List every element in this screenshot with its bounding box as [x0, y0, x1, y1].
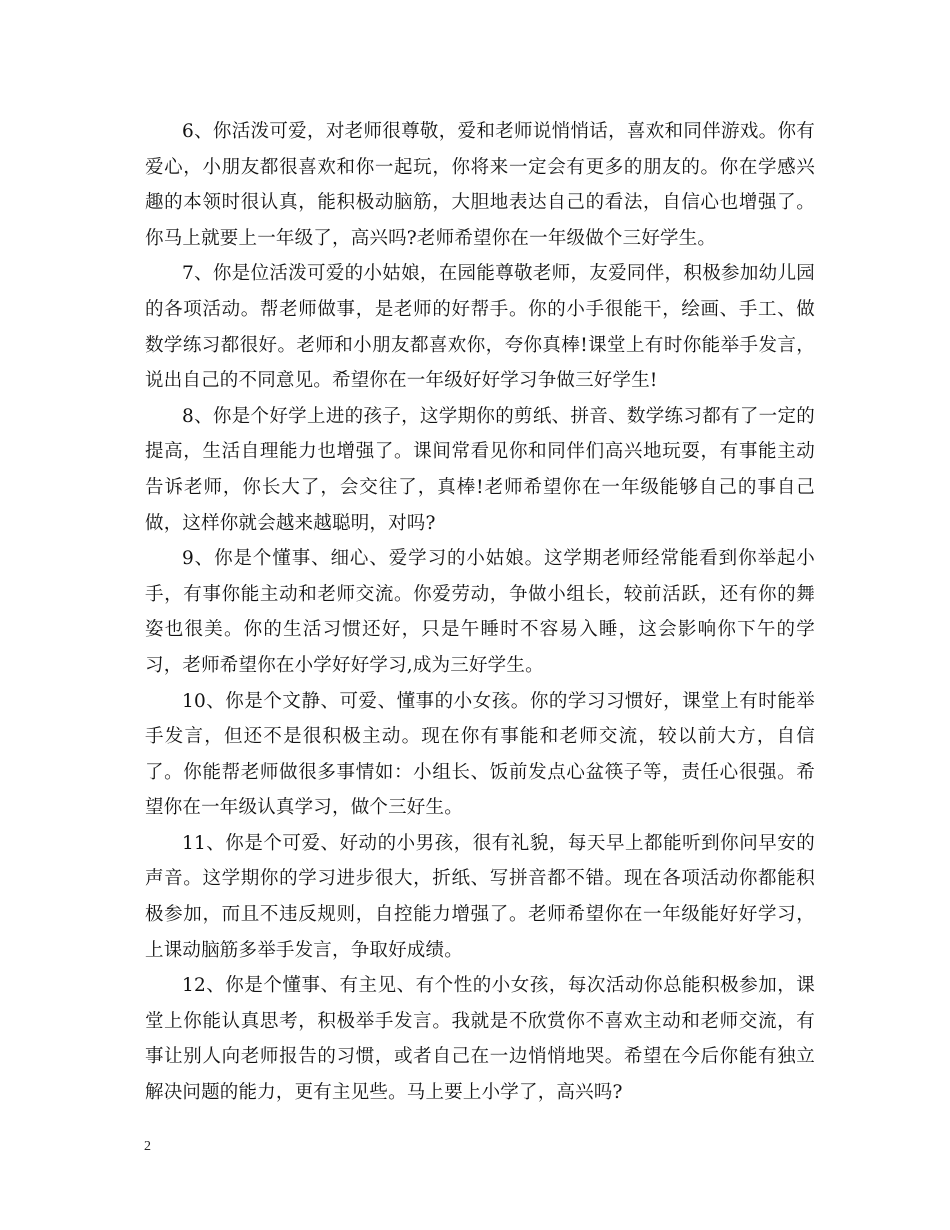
page-number: 2: [144, 1139, 151, 1154]
paragraph-7: 7、你是位活泼可爱的小姑娘，在园能尊敬老师，友爱同伴，积极参加幼儿园的各项活动。帮老师做事，是老师的好帮手。你的小手很能干，绘画、手工、做数学练习都很好。老师和小朋友都喜欢你，夸你真棒!课堂上有时你能举手发言，说出自己的不同意见。希望你在一年级好好学习争做三好学生!: [145, 263, 815, 392]
paragraph-6: 6、你活泼可爱，对老师很尊敬，爱和老师说悄悄话，喜欢和同伴游戏。你有爱心，小朋友都很喜欢和你一起玩，你将来一定会有更多的朋友的。你在学感兴趣的本领时很认真，能积极动脑筋，大胆地表达自己的看法，自信心也增强了。你马上就要上一年级了，高兴吗?老师希望你在一年级做个三好学生。: [145, 121, 815, 249]
document-body: [145, 114, 815, 1111]
paragraph-11: 11、你是个可爱、好动的小男孩，很有礼貌，每天早上都能听到你问早安的声音。这学期你的学习进步很大，折纸、写拼音都不错。现在各项活动你都能积极参加，而且不违反规则，自控能力增强了。老师希望你在一年级能好好学习，上课动脑筋多举手发言，争取好成绩。: [145, 832, 815, 961]
paragraph-9: 9、你是个懂事、细心、爱学习的小姑娘。这学期老师经常能看到你举起小手，有事你能主动和老师交流。你爱劳动，争做小组长，较前活跃，还有你的舞姿也很美。你的生活习惯还好，只是午睡时不容易入睡，这会影响你下午的学习，老师希望你在小学好好学习,成为三好学生。: [145, 548, 815, 676]
paragraph-12: 12、你是个懂事、有主见、有个性的小女孩，每次活动你总能积极参加，课堂上你能认真思考，积极举手发言。我就是不欣赏你不喜欢主动和老师交流，有事让别人向老师报告的习惯，或者自己在一边悄悄地哭。希望在今后你能有独立解决问题的能力，更有主见些。马上要上小学了，高兴吗?: [145, 975, 815, 1104]
paragraph-8: 8、你是个好学上进的孩子，这学期你的剪纸、拼音、数学练习都有了一定的提高，生活自理能力也增强了。课间常看见你和同伴们高兴地玩耍，有事能主动告诉老师，你长大了，会交往了，真棒!老师希望你在一年级能够自己的事自己做，这样你就会越来越聪明，对吗?: [145, 405, 815, 534]
paragraph-10: 10、你是个文静、可爱、懂事的小女孩。你的学习习惯好，课堂上有时能举手发言，但还不是很积极主动。现在你有事能和老师交流，较以前大方，自信了。你能帮老师做很多事情如：小组长、饭前发点心盆筷子等，责任心很强。希望你在一年级认真学习，做个三好生。: [145, 690, 815, 819]
